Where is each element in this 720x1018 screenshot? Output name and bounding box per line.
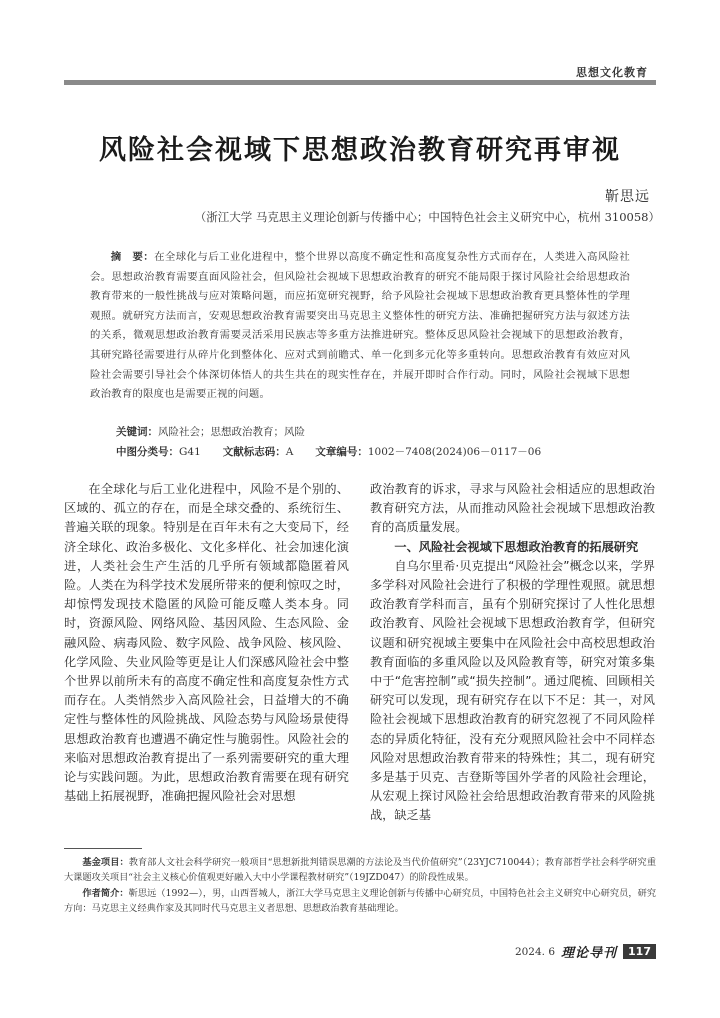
header-rule	[64, 80, 656, 85]
body-paragraph: 政治教育的诉求，寻求与风险社会相适应的思想政治教育研究方法，从而推动风险社会视域下思想政治教育的高质量发展。	[370, 482, 655, 535]
doc-code-value: A	[285, 446, 294, 458]
section-label: 思想文化教育	[576, 66, 648, 79]
page-number: 117	[623, 944, 656, 959]
keywords-text: 风险社会；思想政治教育；风险	[158, 426, 305, 438]
page-footer	[515, 942, 656, 961]
doc-code-label: 文献标志码：	[222, 446, 286, 458]
author-affiliation: （浙江大学 马克思主义理论创新与传播中心；中国特色社会主义研究中心，杭州 310058）	[194, 210, 660, 224]
abstract-text: 在全球化与后工业化进程中，整个世界以高度不确定性和高度复杂性方式而存在，人类进入高风险社会。思想政治教育需要直面风险社会，但风险社会视域下思想政治教育的研究不能局限于探讨风险社会给思想政治教育带来的一般性挑战与应对策略问题，而应拓宽研究视野，给予风险社会视域下思想政治教育更具整体性的学理观照。就研究方法而言，安观思想政治教育需要突出马克思主义整体性的研究方法、准确把握研究方法与叙述方法的关系，微观思想政治教育需要灵活采用民族志等多重方法推进研究。整体反思风险社会视域下的思想政治教育，其研究路径需要进行从碎片化到整体化、应对式到前瞻式、单一化到多元化等多重转向。思想政治教育有效应对风险社会需要引导社会个体深切体悟人的共生共在的现实性存在，并展开即时合作行动。同时，风险社会视域下思想政治教育的限度也是需要正视的问题。	[90, 251, 630, 401]
fund-label: 基金项目：	[82, 857, 129, 868]
article-no-value: 1002－7408(2024)06－0117－06	[367, 446, 542, 458]
author-bio-label: 作者简介：	[82, 888, 129, 899]
keywords-label: 关键词：	[116, 426, 158, 438]
journal-name: 理论导刊	[561, 946, 618, 961]
footnotes	[64, 856, 656, 918]
body-column-left	[64, 480, 349, 806]
abstract	[90, 248, 630, 405]
author-footnote	[64, 887, 656, 916]
classification-line	[116, 444, 541, 459]
clc-value: G41	[179, 446, 201, 458]
fund-text: 教育部人文社会科学研究一般项目“思想新批判错误思潮的方法论及当代价值研究”（23YJC710044）；教育部哲学社会科学研究重大课题攻关项目“社会主义核心价值观更好融入大中小学课程教材研究”（19JZD047）的阶段性成果。	[64, 857, 657, 883]
body-paragraph: 自乌尔里希·贝克提出“风险社会”概念以来，学界多学科对风险社会进行了积极的学理性观照。就思想政治教育学科而言，虽有个别研究探讨了人性化思想政治教育、风险社会视域下思想政治教育学，但研究议题和研究视域主要集中在风险社会中高校思想政治教育面临的多重风险以及风险教育等，研究对策多集中于“危害控制”或“损失控制”。通过爬梳、回顾相关研究可以发现，现有研究存在以下不足：其一，对风险社会视域下思想政治教育的研究忽视了不同风险样态的异质化特征，没有充分观照风险社会中不同样态风险对思想政治教育带来的特殊性；其二，现有研究多是基于贝克、吉登斯等国外学者的风险社会理论，从宏观上探讨风险社会给思想政治教育带来的风险挑战，缺乏基	[370, 558, 655, 823]
article-no-label: 文章编号：	[315, 446, 368, 458]
footnote-rule	[64, 848, 142, 849]
article-title: 风险社会视域下思想政治教育研究再审视	[99, 135, 621, 166]
section-heading: 一、风险社会视域下思想政治教育的拓展研究	[394, 539, 639, 554]
keywords	[116, 424, 305, 439]
author-bio-text: 靳思远（1992—），男，山西晋城人，浙江大学马克思主义理论创新与传播中心研究员，中国特色社会主义研究中心研究员，研究方向：马克思主义经典作家及其同时代马克思主义者思想、思想政治教育基础理论。	[64, 888, 657, 914]
fund-footnote	[64, 856, 656, 885]
issue-date: 2024. 6	[514, 945, 556, 958]
body-column-right	[370, 480, 655, 826]
body-paragraph: 在全球化与后工业化进程中，风险不是个别的、区域的、孤立的存在，而是全球交叠的、系统衍生、普遍关联的现象。特别是在百年未有之大变局下，经济全球化、政治多极化、文化多样化、社会加速化演进，人类社会生产生活的几乎所有领域都隐匿着风险。人类在为科学技术发展所带来的便利惊叹之时，却惊愕发现技术隐匿的风险可能反噬人类本身。同时，资源风险、网络风险、基因风险、生态风险、金融风险、病毒风险、数字风险、战争风险、核风险、化学风险、失业风险等更是让人们深感风险社会中整个世界以前所未有的高度不确定性和高度复杂性方式而存在。人类悄然步入高风险社会，日益增大的不确定性与整体性的风险挑战、风险态势与风险场景使得思想政治教育也遭遇不确定性与脆弱性。风险社会的来临对思想政治教育提出了一系列需要研究的重大理论与实践问题。为此，思想政治教育需要在现有研究基础上拓展视野，准确把握风险社会对思想	[64, 482, 349, 804]
author-name: 靳思远	[605, 189, 650, 205]
clc-label: 中图分类号：	[116, 446, 179, 458]
abstract-label: 摘 要：	[110, 251, 155, 263]
